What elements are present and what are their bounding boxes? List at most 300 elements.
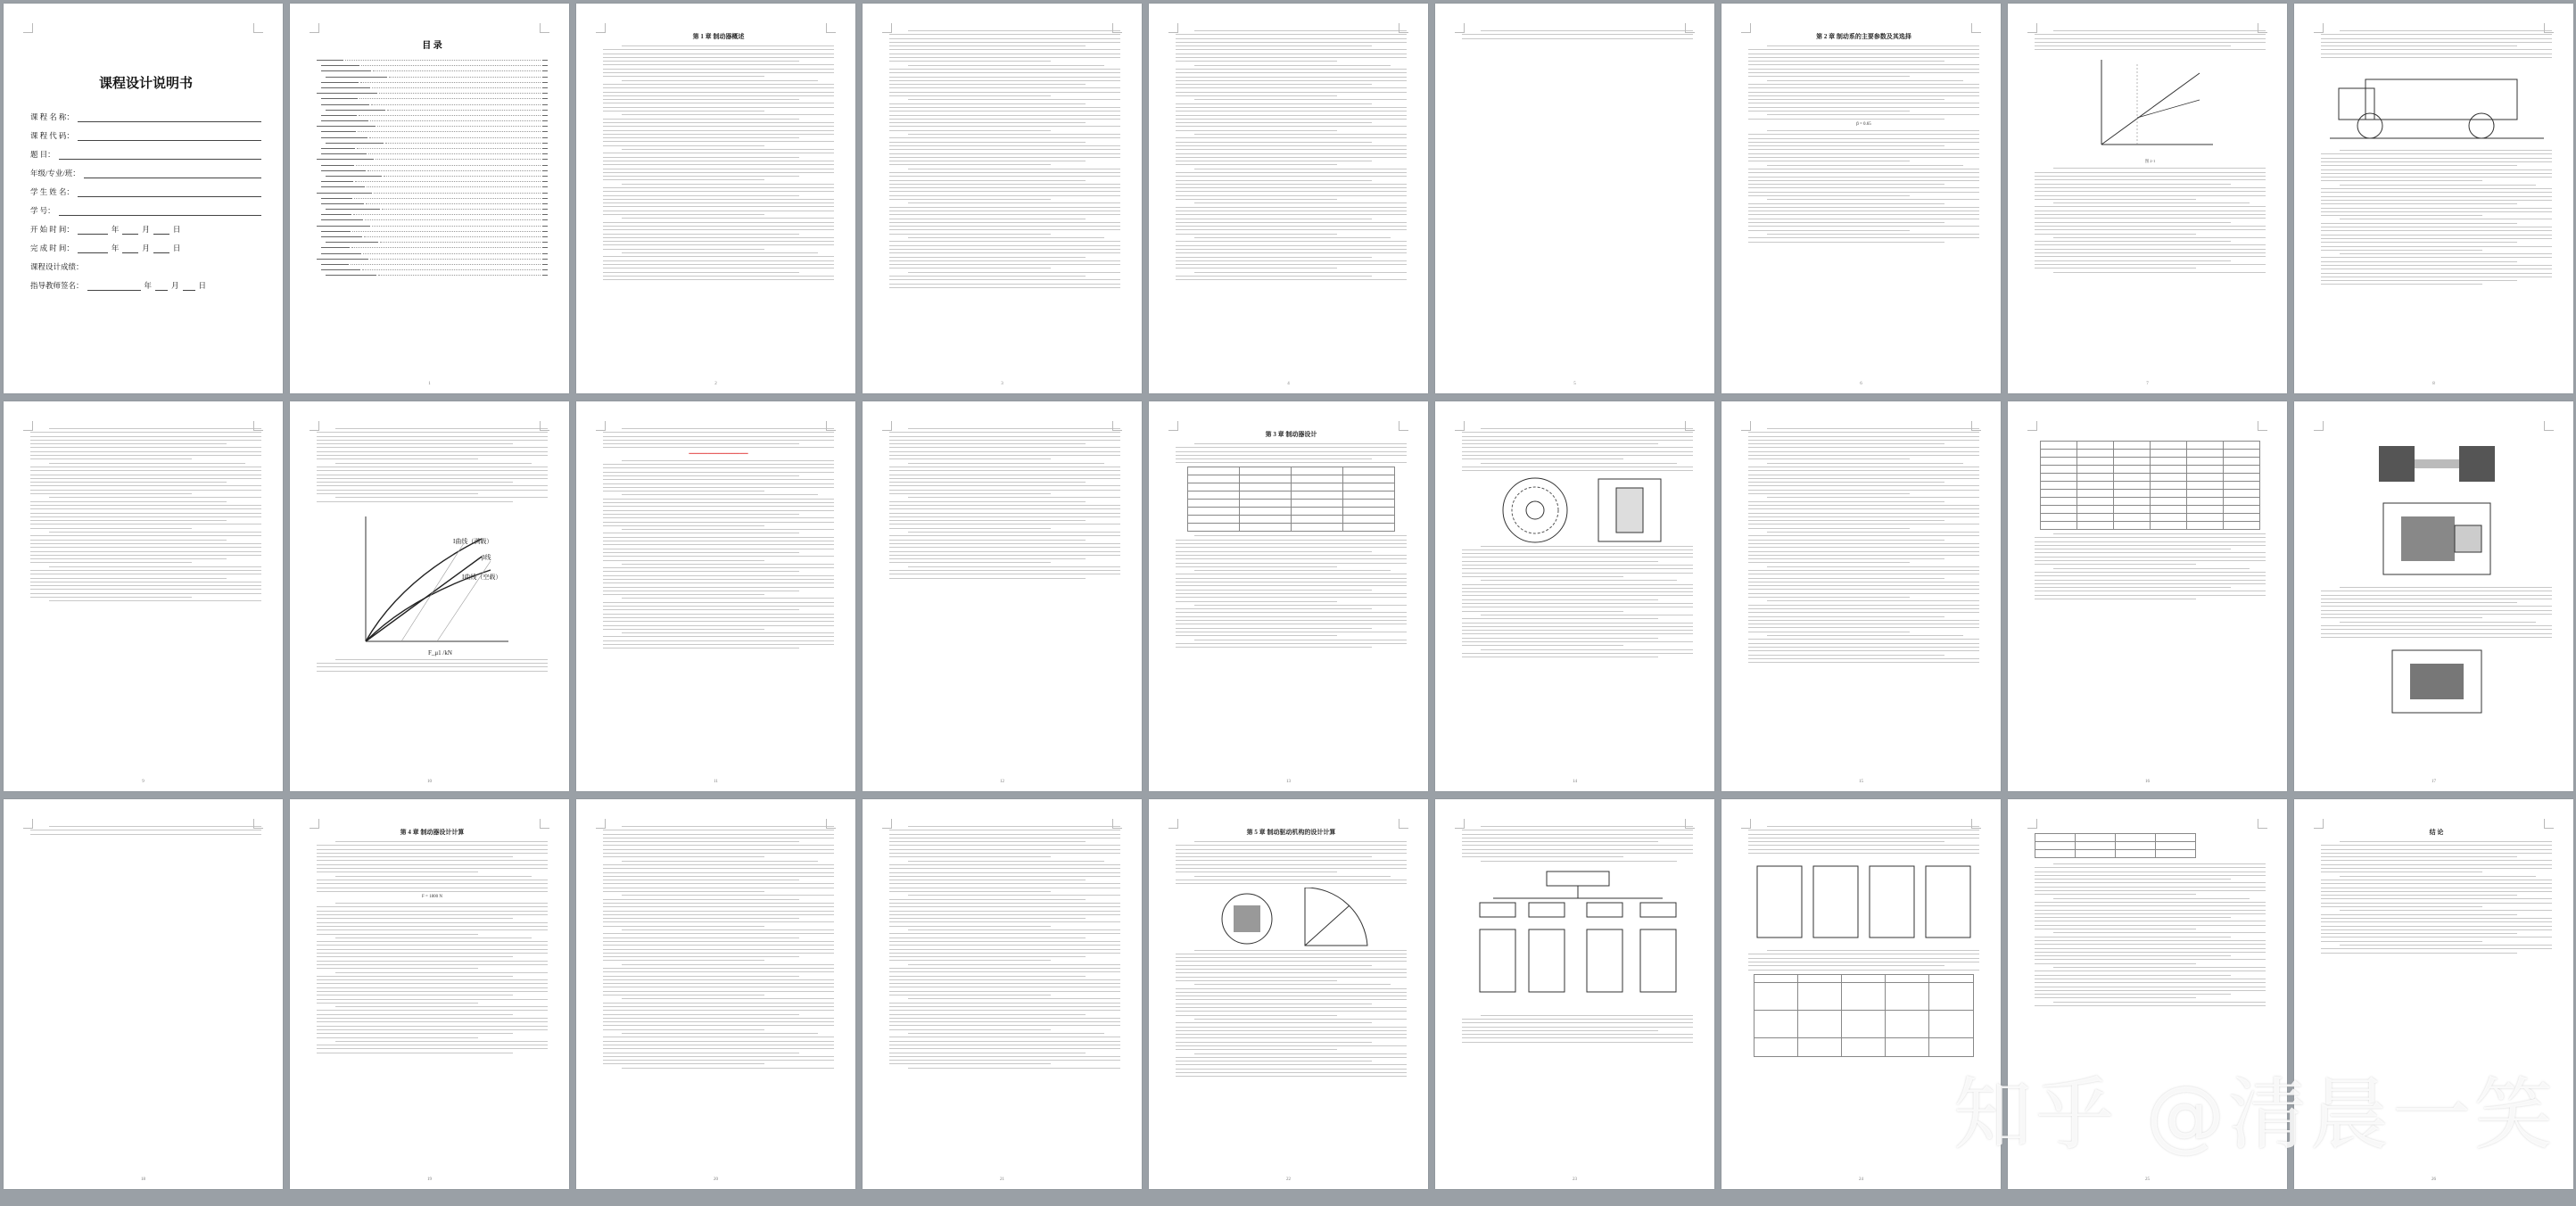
body-text (603, 45, 834, 280)
figure-pair (1462, 475, 1693, 546)
text-line (603, 625, 834, 626)
text-line (603, 222, 834, 223)
text-line (603, 552, 799, 553)
text-line (1194, 1053, 1407, 1054)
text-line (889, 1014, 1086, 1015)
text-line (2321, 284, 2482, 285)
figure-caption: 图 2-1 (2144, 159, 2156, 164)
document-page[interactable] (863, 799, 1142, 1189)
text-line (603, 582, 834, 583)
text-line (622, 895, 834, 896)
text-line (1176, 643, 1407, 644)
body-text (2321, 30, 2552, 58)
text-line (889, 547, 1120, 548)
text-line (1176, 191, 1407, 192)
text-line (1176, 628, 1372, 629)
text-line (2035, 45, 2231, 46)
toc-entry[interactable] (317, 196, 548, 199)
text-line (1748, 138, 1979, 139)
toc-entry[interactable] (317, 218, 548, 220)
toc-entry[interactable] (317, 75, 548, 78)
toc-entry[interactable] (317, 157, 548, 160)
text-line (317, 999, 548, 1000)
text-line (622, 428, 834, 429)
text-line (603, 164, 834, 165)
text-line (1176, 77, 1407, 78)
text-line (603, 525, 764, 526)
text-line (603, 249, 764, 250)
text-line (1176, 1057, 1407, 1058)
parameter-table (1187, 467, 1395, 532)
text-line (1176, 957, 1407, 958)
text-line (1748, 119, 1944, 120)
pedal-sector-drawing (1296, 888, 1376, 950)
body-text (2321, 841, 2552, 954)
toc-entry[interactable] (317, 240, 548, 243)
text-line (2035, 894, 2196, 895)
text-line (889, 971, 1120, 972)
text-line (30, 508, 261, 509)
text-line (317, 849, 548, 850)
text-line (317, 1033, 513, 1034)
vehicle-force-diagram (2330, 62, 2544, 146)
text-line (2321, 180, 2482, 181)
text-line (889, 983, 1120, 984)
document-page[interactable] (1149, 401, 1428, 791)
text-line (1481, 463, 1677, 464)
document-page[interactable] (576, 799, 855, 1189)
page-number: 13 (1286, 780, 1291, 784)
text-line (1748, 485, 1979, 486)
text-line (2053, 863, 2266, 864)
text-line (889, 991, 1120, 992)
text-line (49, 600, 261, 601)
text-line (30, 593, 261, 594)
text-line (889, 451, 1120, 452)
text-line (1462, 641, 1693, 642)
text-line (889, 45, 1086, 46)
text-line (1767, 463, 1963, 464)
toc-entry[interactable] (317, 262, 548, 265)
text-line (889, 229, 1120, 230)
text-line (1767, 45, 1979, 46)
text-line (889, 260, 1120, 261)
text-line (2321, 265, 2552, 266)
text-line (1748, 95, 1979, 96)
text-line (317, 945, 548, 946)
text-line (2321, 257, 2552, 258)
text-line (1748, 658, 1979, 659)
text-line (2035, 997, 2196, 998)
text-line (30, 490, 261, 491)
text-line (1176, 972, 1407, 973)
text-line (317, 432, 548, 433)
text-line (1176, 119, 1407, 120)
toc-entry[interactable] (317, 235, 548, 237)
text-line (2035, 905, 2266, 906)
text-line (889, 257, 1086, 258)
text-line (2321, 868, 2552, 869)
document-page-grid (4, 4, 2573, 1189)
braking-force-distribution-graph (348, 508, 517, 659)
toc-entry[interactable] (317, 207, 548, 210)
toc-entry[interactable] (317, 103, 548, 105)
text-line (603, 49, 834, 50)
text-line (30, 443, 227, 444)
line-graph-figure (2084, 55, 2217, 153)
text-line (2035, 222, 2231, 223)
text-line (889, 543, 1120, 544)
text-line (2321, 898, 2552, 899)
text-line (1767, 165, 1963, 166)
body-text (1176, 950, 1407, 1078)
text-line (2035, 252, 2266, 253)
toc-entry[interactable] (317, 96, 548, 99)
text-line (1481, 826, 1693, 827)
text-line (889, 1003, 1120, 1004)
text-line (603, 976, 799, 977)
text-line (2035, 917, 2231, 918)
text-line (908, 99, 1120, 100)
text-line (1194, 984, 1391, 985)
text-line (1462, 856, 1623, 857)
toc-entry[interactable] (317, 69, 548, 71)
text-line (603, 979, 834, 980)
page-number: 12 (1000, 780, 1004, 784)
text-line (603, 467, 834, 468)
text-line (1748, 543, 1979, 544)
scheme-table (1754, 974, 1973, 1057)
document-page[interactable] (4, 799, 283, 1189)
text-line (1194, 841, 1407, 842)
text-line (603, 199, 834, 200)
text-line (335, 876, 532, 877)
text-line (317, 455, 548, 456)
text-line (1767, 428, 1979, 429)
text-line (889, 249, 1120, 250)
text-line (30, 555, 261, 556)
text-line (317, 493, 478, 494)
text-line (1176, 1042, 1372, 1043)
text-line (603, 187, 834, 188)
text-line (889, 918, 1086, 919)
text-line (622, 564, 834, 565)
text-line (317, 1021, 548, 1022)
body-text (2321, 150, 2552, 285)
text-line (317, 470, 548, 471)
toc-entry[interactable] (317, 169, 548, 171)
text-line (2035, 218, 2266, 219)
text-line (2321, 602, 2517, 603)
document-page[interactable] (2008, 4, 2287, 393)
text-line (889, 470, 1120, 471)
text-line (2321, 903, 2552, 904)
text-line (2053, 533, 2266, 534)
text-line (317, 918, 513, 919)
text-line (603, 617, 834, 618)
text-line (622, 929, 834, 930)
text-line (1462, 630, 1693, 631)
text-line (889, 187, 1120, 188)
text-line (603, 1060, 834, 1061)
text-line (1176, 1007, 1407, 1008)
text-line (1748, 490, 1979, 491)
document-page[interactable] (1721, 4, 2001, 393)
text-line (1176, 149, 1407, 150)
text-line (908, 237, 1104, 238)
text-line (1748, 145, 1944, 146)
text-line (1194, 605, 1407, 606)
text-line (889, 911, 1120, 912)
body-text (1176, 30, 1407, 280)
text-line (603, 69, 834, 70)
toc-list (317, 58, 548, 276)
toc-content (317, 30, 548, 377)
text-line (2035, 871, 2266, 872)
text-line (1462, 34, 1693, 35)
text-line (603, 272, 799, 273)
text-line (1176, 1037, 1407, 1038)
toc-entry[interactable] (317, 113, 548, 116)
toc-entry[interactable] (317, 245, 548, 248)
text-line (1194, 1019, 1407, 1020)
text-line (1481, 861, 1677, 862)
text-line (889, 1021, 1120, 1022)
text-line (603, 479, 834, 480)
toc-entry[interactable] (317, 212, 548, 215)
toc-entry[interactable] (317, 252, 548, 254)
chapter-heading: 第 4 章 制动器设计计算 (400, 829, 465, 836)
toc-entry[interactable] (317, 191, 548, 194)
text-line (1767, 566, 1979, 567)
summary-table (2035, 833, 2196, 858)
text-line (2321, 161, 2552, 162)
text-line (1176, 597, 1407, 598)
document-page[interactable] (1149, 799, 1428, 1189)
page-content (1176, 30, 1407, 377)
toc-entry[interactable] (317, 152, 548, 154)
text-line (317, 864, 548, 865)
text-line (2035, 195, 2266, 196)
text-line (889, 440, 1120, 441)
text-line (603, 636, 834, 637)
text-line (889, 876, 1120, 877)
cover-title: 课程设计说明书 (98, 77, 193, 91)
text-line (603, 440, 834, 441)
toc-entry[interactable] (317, 129, 548, 132)
document-page[interactable] (290, 4, 569, 393)
text-line (889, 482, 1086, 483)
text-line (30, 578, 227, 579)
text-line (1748, 970, 1979, 971)
toc-entry[interactable] (317, 63, 548, 66)
text-line (889, 279, 1120, 280)
text-line (2035, 564, 2196, 565)
toc-entry[interactable] (317, 185, 548, 187)
text-line (2321, 203, 2517, 204)
text-line (889, 119, 1120, 120)
text-line (2321, 625, 2552, 626)
text-line (1176, 853, 1407, 854)
document-page[interactable] (576, 401, 855, 791)
toc-entry[interactable] (317, 174, 548, 177)
text-line (603, 179, 764, 180)
text-line (2035, 937, 2231, 938)
document-page[interactable] (290, 401, 569, 791)
text-line (1462, 568, 1693, 569)
text-line (1748, 627, 1979, 628)
toc-entry[interactable] (317, 80, 548, 83)
document-page[interactable] (1435, 401, 1714, 791)
text-line (1767, 532, 1979, 533)
body-text (2035, 863, 2266, 1006)
text-line (2035, 184, 2231, 185)
text-line (1748, 958, 1979, 959)
document-page[interactable] (4, 4, 283, 393)
text-line (1176, 977, 1407, 978)
document-page[interactable] (1149, 4, 1428, 393)
text-line (1176, 1015, 1337, 1016)
text-line (317, 979, 548, 980)
page-number: 17 (2432, 780, 2436, 784)
text-line (889, 551, 1120, 552)
page-content (1748, 30, 1979, 377)
text-line (603, 594, 764, 595)
text-line (889, 195, 1120, 196)
cover-field: 学 号： (30, 205, 261, 216)
toc-entry[interactable] (317, 268, 548, 270)
toc-entry[interactable] (317, 163, 548, 166)
text-line (889, 436, 1120, 437)
text-line (49, 428, 261, 429)
text-line (603, 933, 834, 934)
text-line (2321, 177, 2552, 178)
toc-entry[interactable] (317, 108, 548, 111)
text-line (1176, 187, 1407, 188)
text-line (603, 971, 834, 972)
text-line (30, 551, 261, 552)
text-line (889, 34, 1120, 35)
text-line (1462, 38, 1693, 39)
document-page[interactable] (2294, 4, 2573, 393)
text-line (49, 532, 261, 533)
toc-entry[interactable] (317, 202, 548, 204)
text-line (1176, 111, 1407, 112)
document-page[interactable] (863, 4, 1142, 393)
toc-entry[interactable] (317, 58, 548, 61)
text-line (889, 853, 1120, 854)
document-page[interactable] (1435, 799, 1714, 1189)
text-line (1176, 455, 1407, 456)
text-line (1194, 237, 1391, 238)
text-line (317, 949, 548, 950)
document-page[interactable] (290, 799, 569, 1189)
text-line (317, 440, 548, 441)
text-line (603, 229, 834, 230)
text-line (603, 191, 834, 192)
text-line (1176, 608, 1372, 609)
toc-entry[interactable] (317, 119, 548, 121)
text-line (889, 1010, 1120, 1011)
text-line (49, 826, 261, 827)
text-line (889, 245, 1120, 246)
text-line (1748, 834, 1979, 835)
text-line (317, 1010, 548, 1011)
toc-entry[interactable] (317, 141, 548, 144)
document-page[interactable] (1435, 4, 1714, 393)
text-line (622, 1068, 834, 1069)
text-line (2035, 580, 2266, 581)
comparison-table (2040, 441, 2259, 530)
text-line (603, 234, 799, 235)
text-line (603, 1018, 834, 1019)
text-line (603, 537, 834, 538)
text-line (1748, 142, 1979, 143)
text-line (889, 95, 1051, 96)
toc-entry[interactable] (317, 136, 548, 138)
toc-entry[interactable] (317, 86, 548, 88)
text-line (1767, 497, 1979, 498)
toc-entry[interactable] (317, 229, 548, 232)
toc-entry[interactable] (317, 273, 548, 276)
cover-field: 指导教师签名： 年 月 日 (30, 281, 207, 290)
text-line (889, 77, 1120, 78)
text-line (603, 575, 834, 576)
document-page[interactable] (2294, 401, 2573, 791)
toc-entry[interactable] (317, 146, 548, 149)
text-line (1176, 1072, 1407, 1073)
document-page[interactable] (4, 401, 283, 791)
text-line (603, 1021, 834, 1022)
text-line (30, 470, 261, 471)
document-page[interactable] (863, 401, 1142, 791)
block-diagram (1475, 867, 1680, 1010)
text-line (603, 841, 799, 842)
text-line (603, 432, 834, 433)
document-page[interactable] (1721, 401, 2001, 791)
text-line (1748, 172, 1979, 173)
text-line (2053, 898, 2250, 899)
toc-entry[interactable] (317, 224, 548, 227)
text-line (1748, 222, 1944, 223)
text-line (1462, 553, 1693, 554)
cover-content (30, 30, 261, 377)
toc-entry[interactable] (317, 124, 548, 127)
toc-entry[interactable] (317, 179, 548, 182)
text-line (2035, 241, 2231, 242)
text-line (622, 1033, 818, 1034)
text-line (2321, 246, 2552, 247)
text-line (1462, 1019, 1693, 1020)
page-number: 23 (1573, 1177, 1577, 1182)
text-line (2321, 614, 2552, 615)
text-line (889, 872, 1120, 873)
text-line (603, 206, 834, 207)
text-line (889, 1041, 1120, 1042)
text-line (889, 447, 1120, 448)
document-page[interactable] (576, 4, 855, 393)
toc-entry[interactable] (317, 257, 548, 260)
text-line (317, 482, 513, 483)
text-line (908, 964, 1120, 965)
text-line (30, 505, 261, 506)
toc-entry[interactable] (317, 91, 548, 94)
text-line (1767, 199, 1979, 200)
text-line (889, 1018, 1120, 1019)
document-page[interactable] (2008, 401, 2287, 791)
text-line (2035, 179, 2266, 180)
text-line (1176, 868, 1407, 869)
